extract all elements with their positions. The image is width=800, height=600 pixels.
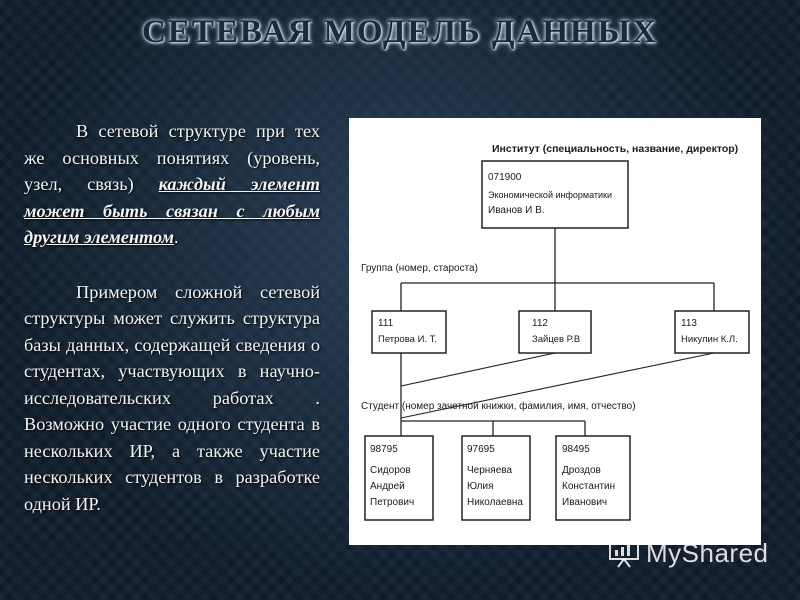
student-patronymic: Иванович: [562, 497, 608, 508]
student-name: Константин: [562, 481, 616, 492]
student-patronymic: Николаевна: [467, 497, 523, 508]
group-level-label: Группа (номер, староста): [361, 263, 478, 274]
student-name: Андрей: [370, 481, 405, 492]
presentation-board-icon: [608, 538, 640, 568]
network-diagram: [349, 118, 761, 545]
paragraph-1: [24, 118, 320, 251]
watermark-text: MyShared: [646, 537, 769, 568]
watermark: [608, 536, 769, 570]
description-text: [24, 118, 320, 517]
student-level-label: Студент (номер зачетной книжки, фамилия, имя, отчество): [361, 401, 636, 412]
group-box-112: [519, 311, 591, 353]
student-patronymic: Петрович: [370, 497, 415, 508]
student-id: 98495: [562, 444, 590, 455]
group-number: 111: [378, 318, 394, 329]
group-number: 112: [532, 318, 548, 329]
institute-director: Иванов И В.: [488, 205, 545, 216]
student-surname: Сидоров: [370, 465, 411, 476]
connector-group2-students: [401, 353, 555, 386]
student-surname: Дроздов: [562, 465, 601, 476]
paragraph-2: Примером сложной сетевой структуры может служить структура базы данных, содержащей сведения о студентах, участвующих в научно-исследовательских работах . Возможно участие одного студента в нескольких ИР, а также участие нескольких студентов в разработке одной ИР.: [24, 281, 320, 514]
group-head: Никулин К.Л.: [681, 334, 738, 345]
diagram-svg: [349, 118, 761, 545]
institute-name: Экономической информатики: [488, 190, 612, 200]
student-id: 97695: [467, 444, 495, 455]
paragraph-1-end: .: [174, 227, 179, 247]
paragraph-1-emphasis: каждый элемент может быть связан с любым другим элементом: [24, 174, 321, 247]
institute-code: 071900: [488, 172, 522, 183]
paragraph-1-plain: В сетевой структуре при тех же основных понятиях (уровень, узел, связь): [24, 121, 320, 194]
group-number: 113: [681, 318, 697, 329]
student-name: Юлия: [467, 481, 494, 492]
group-head: Зайцев Р.В: [532, 334, 581, 345]
student-id: 98795: [370, 444, 398, 455]
student-surname: Черняева: [467, 465, 513, 476]
group-head: Петрова И. Т.: [378, 334, 438, 345]
slide-title: СЕТЕВАЯ МОДЕЛЬ ДАННЫХ: [142, 14, 658, 50]
institute-level-label: Институт (специальность, название, директор): [492, 143, 739, 155]
